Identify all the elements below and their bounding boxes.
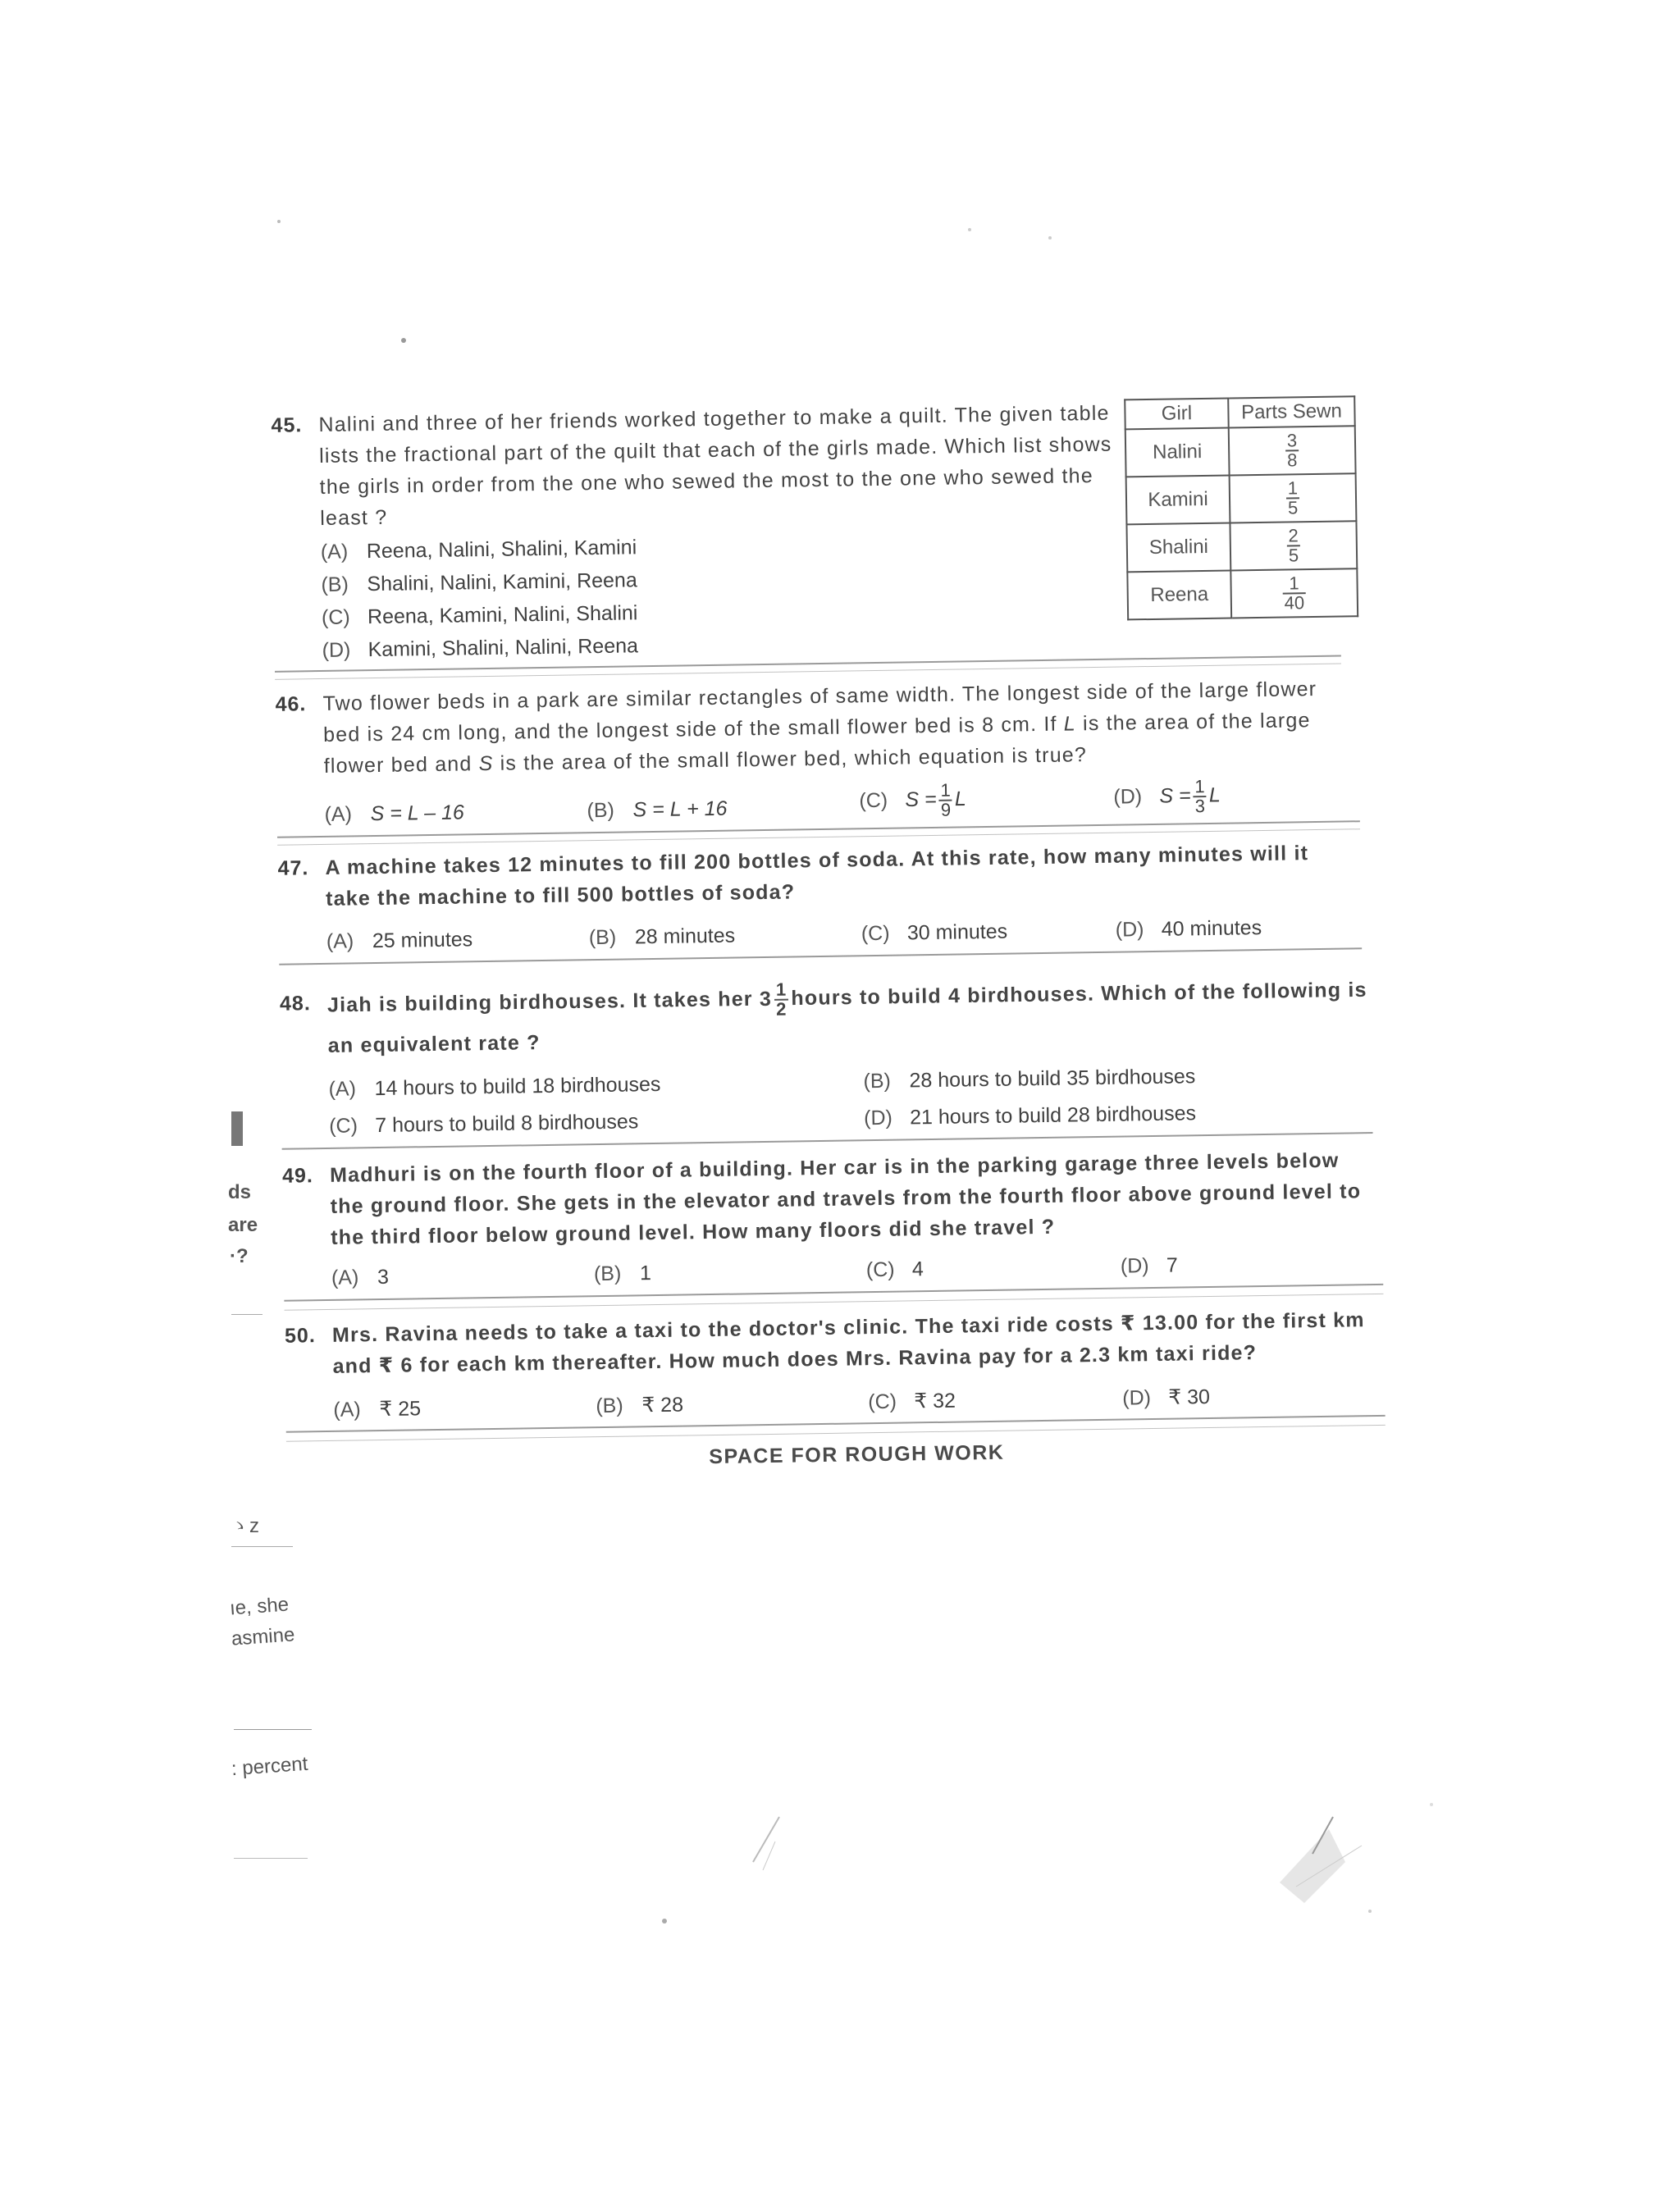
option-c: (C) 7 hours to build 8 birdhouses bbox=[329, 1110, 639, 1138]
option-b: (B) Shalini, Nalini, Kamini, Reena bbox=[321, 568, 637, 596]
option-b: (B) 28 minutes bbox=[588, 924, 736, 950]
table-cell-girl: Reena bbox=[1127, 571, 1231, 620]
question-number: 48. bbox=[279, 992, 311, 1015]
option-a: (A) 25 minutes bbox=[326, 928, 473, 953]
margin-fragment: ds bbox=[228, 1181, 252, 1203]
question-text-line-2: an equivalent rate ? bbox=[327, 1031, 541, 1057]
option-c: (C) ₹ 32 bbox=[868, 1389, 956, 1414]
table-cell-fraction: $\frac{1}{5}$ bbox=[1230, 473, 1357, 523]
table-header-girl: Girl bbox=[1125, 399, 1229, 430]
option-b: (B) S = L + 16 bbox=[587, 796, 728, 823]
question-number: 45. bbox=[271, 413, 303, 437]
question-number: 49. bbox=[281, 1164, 314, 1188]
question-number: 50. bbox=[284, 1324, 316, 1348]
option-d: (D) ₹ 30 bbox=[1122, 1385, 1211, 1410]
question-number: 46. bbox=[275, 692, 307, 716]
rough-work-heading: SPACE FOR ROUGH WORK bbox=[709, 1440, 1005, 1469]
question-number: 47. bbox=[277, 856, 309, 880]
option-c: (C) S = $\frac{1}{9}$ L bbox=[859, 779, 967, 820]
table-cell-girl: Kamini bbox=[1126, 476, 1230, 525]
option-d: (D) Kamini, Shalini, Nalini, Reena bbox=[322, 634, 639, 662]
variable-l: L bbox=[1063, 712, 1077, 736]
mixed-number: 3 $\frac{1}{2}$ bbox=[759, 979, 788, 1020]
option-c: (C) 4 bbox=[865, 1257, 924, 1282]
option-d: (D) 21 hours to build 28 birdhouses bbox=[863, 1102, 1197, 1130]
margin-fragment: asmine bbox=[231, 1623, 296, 1650]
margin-fragment: are bbox=[228, 1214, 258, 1236]
margin-fragment: : percent bbox=[231, 1752, 309, 1781]
table-cell-fraction: $\frac{3}{8}$ bbox=[1229, 426, 1356, 475]
option-b: (B) 1 bbox=[593, 1262, 652, 1286]
option-d: (D) S = $\frac{1}{3}$ L bbox=[1113, 776, 1221, 817]
question-text: Madhuri is on the fourth floor of a building. Her car is in the parking garage three levels below the ground floor. She gets in the elevator and travels from the fourth floor above ground level to the third floor below ground level. How many floors did she travel ? bbox=[329, 1148, 1362, 1249]
question-text: Two flower beds in a park are similar rectangles of same width. The longest side of the large flower bed is 24 cm long, and the longest side of the small flower bed is 8 cm. If L is the area of the large flower bed and S is the area of the small flower bed, which equation is true? bbox=[322, 677, 1317, 778]
option-c: (C) Reena, Kamini, Nalini, Shalini bbox=[321, 601, 638, 629]
table-cell-girl: Shalini bbox=[1126, 523, 1230, 573]
option-a: (A) Reena, Nalini, Shalini, Kamini bbox=[320, 536, 637, 564]
table-cell-girl: Nalini bbox=[1125, 428, 1230, 477]
margin-fragment: ·? bbox=[230, 1245, 249, 1267]
table-cell-fraction: $\frac{1}{40}$ bbox=[1230, 568, 1358, 618]
margin-fragment: ıe, she bbox=[229, 1593, 290, 1620]
question-text: Jiah is building birdhouses. It takes her 3 $\frac{1}{2}$ hours to build 4 birdhouses. Which of the following is bbox=[326, 978, 1367, 1020]
table-header-parts: Parts Sewn bbox=[1228, 396, 1355, 427]
table-cell-fraction: $\frac{2}{5}$ bbox=[1230, 521, 1357, 570]
option-a: (A) 14 hours to build 18 birdhouses bbox=[328, 1072, 661, 1101]
option-d: (D) 40 minutes bbox=[1115, 916, 1262, 942]
margin-fragment: ゝz bbox=[230, 1515, 259, 1537]
option-b: (B) ₹ 28 bbox=[596, 1393, 684, 1418]
option-a: (A) ₹ 25 bbox=[333, 1397, 422, 1422]
question-text: A machine takes 12 minutes to fill 200 bottles of soda. At this rate, how many minutes will it take the machine to fill 500 bottles of soda? bbox=[325, 842, 1309, 910]
question-text: Nalini and three of her friends worked together to make a quilt. The given table lists the fractional part of the quilt that each of the girls made. Which list shows the girls in order from the one who sewed the most to the one who sewed the least ? bbox=[318, 401, 1112, 530]
option-b: (B) 28 hours to build 35 birdhouses bbox=[863, 1065, 1196, 1093]
question-text: Mrs. Ravina needs to take a taxi to the doctor's clinic. The taxi ride costs ₹ 13.00 for the first km and ₹ 6 for each km thereafter. How much does Mrs. Ravina pay for a 2.3 km taxi ride? bbox=[331, 1308, 1365, 1378]
option-a: (A) 3 bbox=[331, 1265, 390, 1289]
variable-s: S bbox=[478, 751, 494, 776]
option-d: (D) 7 bbox=[1120, 1253, 1178, 1278]
option-a: (A) S = L – 16 bbox=[324, 801, 465, 826]
option-c: (C) 30 minutes bbox=[861, 920, 1008, 946]
